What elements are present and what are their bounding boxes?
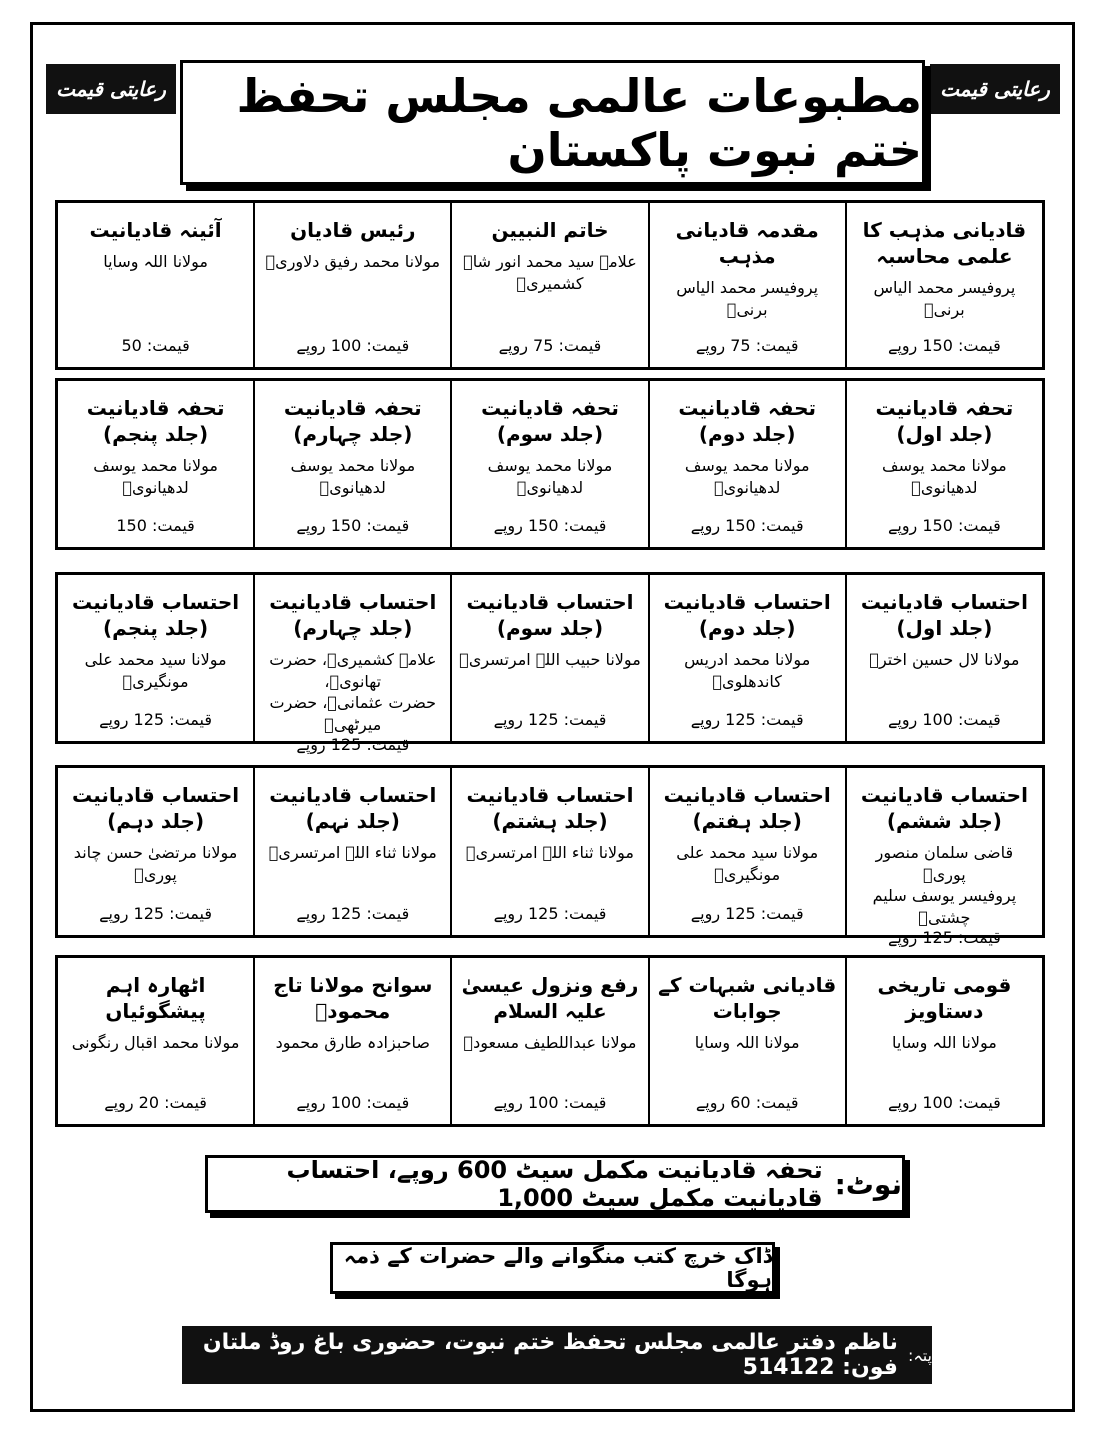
book-cell xyxy=(253,381,450,547)
book-author: صاحبزادہ طارق محمود xyxy=(275,1033,430,1052)
book-price: قیمت: 125 روپے xyxy=(99,904,213,923)
book-title: تحفہ قادیانیت (جلد چہارم) xyxy=(283,396,422,446)
note-text: تحفہ قادیانیت مکمل سیٹ 600 روپے، احتساب قادیانیت مکمل سیٹ 1,000 xyxy=(286,1156,823,1212)
book-title: قومی تاریخی دستاویز xyxy=(877,973,1012,1023)
book-title: احتساب قادیانیت (جلد نہم) xyxy=(269,783,437,833)
book-author: مولانا محمد یوسف لدھیانویؒ xyxy=(487,456,613,497)
book-price: قیمت: 125 روپے xyxy=(99,710,213,729)
book-author: مولانا اللہ وسایا xyxy=(694,1033,800,1052)
page-title: مطبوعات عالمی مجلس تحفظ ختم نبوت پاکستان xyxy=(180,60,925,185)
book-price: قیمت: 150 روپے xyxy=(690,516,804,535)
book-title: احتساب قادیانیت (جلد دہم) xyxy=(72,783,240,833)
book-cell xyxy=(845,768,1042,948)
book-cell xyxy=(450,381,647,547)
book-author: پروفیسر محمد الیاس برنیؒ xyxy=(676,278,819,319)
note-label: نوٹ: xyxy=(834,1167,902,1201)
book-title: اٹھارہ اہم پیشگوئیاں xyxy=(105,973,206,1023)
book-title: رفع ونزول عیسیٰ علیہ السلام xyxy=(461,973,639,1023)
book-author: علامہ سید محمد انور شاہ کشمیریؒ xyxy=(463,252,637,293)
book-author: مولانا سید محمد علی مونگیریؒ xyxy=(676,843,819,884)
book-price: قیمت: 75 روپے xyxy=(498,336,602,355)
book-title: تحفہ قادیانیت (جلد اول) xyxy=(875,396,1014,446)
book-author: مولانا اللہ وسایا xyxy=(103,252,208,271)
book-cell xyxy=(58,768,253,935)
book-title: احتساب قادیانیت (جلد چہارم) xyxy=(269,590,437,640)
book-row xyxy=(55,765,1045,948)
book-cell xyxy=(253,203,450,367)
book-author: مولانا عبداللطیف مسعودؒ xyxy=(463,1033,637,1052)
book-author: مولانا اللہ وسایا xyxy=(892,1033,997,1052)
book-author: پروفیسر محمد الیاس برنیؒ xyxy=(873,278,1016,319)
book-author: مولانا محمد رفیق دلاوریؒ xyxy=(265,252,441,271)
book-cell xyxy=(253,575,450,755)
book-price: قیمت: 125 روپے xyxy=(493,710,607,729)
book-price: قیمت: 20 روپے xyxy=(104,1093,207,1112)
book-title: تحفہ قادیانیت (جلد سوم) xyxy=(481,396,619,446)
book-author: مولانا محمد یوسف لدھیانویؒ xyxy=(290,456,416,497)
book-cell xyxy=(648,768,845,935)
book-row xyxy=(55,200,1045,370)
book-price: قیمت: 150 روپے xyxy=(296,516,410,535)
book-row xyxy=(55,378,1045,550)
book-cell xyxy=(58,958,253,1124)
book-cell xyxy=(845,381,1042,547)
address-text: ناظم دفتر عالمی مجلس تحفظ ختم نبوت، حضوری باغ روڈ ملتان فون: 514122 xyxy=(202,1330,898,1380)
postage-notice: ڈاک خرچ کتب منگوانے والے حضرات کے ذمہ ہوگا xyxy=(330,1242,775,1294)
book-author: مولانا محمد یوسف لدھیانویؒ xyxy=(684,456,810,497)
note-box xyxy=(205,1155,905,1213)
book-price: قیمت: 100 روپے xyxy=(296,336,410,355)
book-cell xyxy=(648,575,845,741)
book-author: قاضی سلمان منصور پوریؒ پروفیسر یوسف سلیم چشتیؒ xyxy=(872,843,1017,927)
book-title: آئینہ قادیانیت xyxy=(89,218,222,242)
book-author: مولانا محمد یوسف لدھیانویؒ xyxy=(93,456,218,497)
book-title: احتساب قادیانیت (جلد ہشتم) xyxy=(466,783,634,833)
book-author: مولانا لال حسین اخترؒ xyxy=(869,650,1020,669)
book-cell xyxy=(450,575,647,741)
book-title: سوانح مولانا تاج محمودؒ xyxy=(273,973,433,1023)
book-author: مولانا محمد یوسف لدھیانویؒ xyxy=(882,456,1007,497)
book-cell xyxy=(845,575,1042,741)
book-price: قیمت: 50 xyxy=(121,336,190,355)
book-row xyxy=(55,572,1045,755)
book-author: مولانا ثناء اللہ امرتسریؒ xyxy=(268,843,437,862)
book-title: خاتم النبیین xyxy=(491,218,609,242)
book-title: احتساب قادیانیت (جلد اول) xyxy=(860,590,1028,640)
book-price: قیمت: 100 روپے xyxy=(296,1093,410,1112)
book-row xyxy=(55,955,1045,1127)
address-label: پتہ: xyxy=(907,1345,932,1365)
book-price: قیمت: 150 روپے xyxy=(493,516,607,535)
book-price: قیمت: 125 روپے xyxy=(296,735,410,755)
book-author: مولانا ثناء اللہ امرتسریؒ xyxy=(466,843,634,862)
address-bar xyxy=(182,1326,932,1384)
book-price: قیمت: 100 روپے xyxy=(887,1093,1001,1112)
book-cell xyxy=(253,768,450,935)
book-price: قیمت: 125 روپے xyxy=(690,904,804,923)
book-title: احتساب قادیانیت (جلد ہفتم) xyxy=(663,783,831,833)
book-cell xyxy=(648,381,845,547)
book-cell xyxy=(648,203,845,367)
book-price: قیمت: 100 روپے xyxy=(493,1093,607,1112)
discount-price-badge-left: رعایتی قیمت xyxy=(46,64,176,114)
book-cell xyxy=(845,203,1042,367)
book-price: قیمت: 125 روپے xyxy=(493,904,607,923)
book-author: مولانا حبیب اللہ امرتسریؒ xyxy=(459,650,641,669)
book-title: احتساب قادیانیت (جلد ششم) xyxy=(860,783,1028,833)
book-title: تحفہ قادیانیت (جلد پنجم) xyxy=(86,396,225,446)
book-author: مولانا سید محمد علی مونگیریؒ xyxy=(84,650,227,691)
book-author: مولانا محمد ادریس کاندھلویؒ xyxy=(684,650,811,691)
book-price: قیمت: 100 روپے xyxy=(887,710,1001,729)
book-title: احتساب قادیانیت (جلد سوم) xyxy=(466,590,634,640)
discount-price-badge-right: رعایتی قیمت xyxy=(930,64,1060,114)
book-cell xyxy=(58,203,253,367)
book-title: قادیانی مذہب کا علمی محاسبہ xyxy=(862,218,1027,268)
book-cell xyxy=(450,203,647,367)
book-title: مقدمہ قادیانی مذہب xyxy=(675,218,819,268)
book-title: رئیس قادیان xyxy=(290,218,416,242)
book-price: قیمت: 125 روپے xyxy=(887,928,1001,948)
book-price: قیمت: 150 xyxy=(116,516,195,535)
book-title: احتساب قادیانیت (جلد دوم) xyxy=(663,590,831,640)
book-cell xyxy=(58,575,253,741)
book-cell xyxy=(450,768,647,935)
book-author: مولانا مرتضیٰ حسن چاند پوریؒ xyxy=(73,843,238,884)
book-price: قیمت: 150 روپے xyxy=(887,336,1001,355)
book-author: مولانا محمد اقبال رنگونی xyxy=(71,1033,240,1052)
book-title: قادیانی شبہات کے جوابات xyxy=(658,973,837,1023)
book-title: احتساب قادیانیت (جلد پنجم) xyxy=(72,590,240,640)
book-title: تحفہ قادیانیت (جلد دوم) xyxy=(678,396,817,446)
book-cell xyxy=(845,958,1042,1124)
book-cell xyxy=(253,958,450,1124)
book-author: علامہ کشمیریؒ، حضرت تھانویؒ، حضرت عثمانیؒ، حضرت میرٹھیؒ xyxy=(269,650,437,734)
book-price: قیمت: 150 روپے xyxy=(887,516,1001,535)
book-price: قیمت: 75 روپے xyxy=(695,336,799,355)
book-cell xyxy=(648,958,845,1124)
book-cell xyxy=(450,958,647,1124)
book-price: قیمت: 60 روپے xyxy=(695,1093,799,1112)
book-cell xyxy=(58,381,253,547)
book-price: قیمت: 125 روپے xyxy=(296,904,410,923)
book-price: قیمت: 125 روپے xyxy=(690,710,804,729)
